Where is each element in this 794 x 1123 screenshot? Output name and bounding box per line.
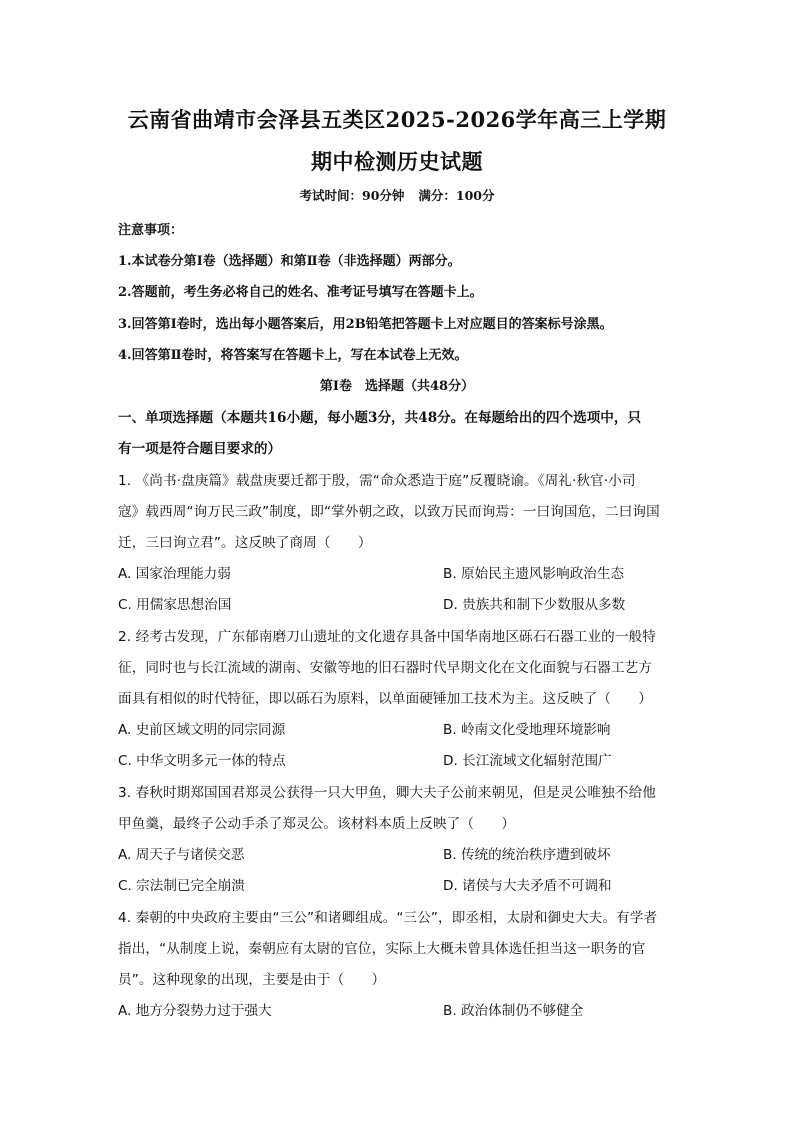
question-3-text: 甲鱼羹，最终子公动手杀了郑灵公。该材料本质上反映了（ ） [118,816,516,832]
question-3-option-d: D. 诸侯与大夫矛盾不可调和 [443,878,612,894]
note-item: 1.本试卷分第Ⅰ卷（选择题）和第Ⅱ卷（非选择题）两部分。 [118,254,461,269]
question-4-text: 指出，“从制度上说，秦朝应有太尉的官位，实际上大概未曾具体选任担当这一职务的官 [118,941,646,957]
question-4-text: 4. 秦朝的中央政府主要由“三公”和诸卿组成。“三公”，即丞相，太尉和御史大夫。有学者 [118,910,658,926]
exam-time: 考试时间：90分钟 [299,188,405,203]
section-instruction: 一、单项选择题（本题共16小题，每小题3分，共48分。在每题给出的四个选项中，只 [118,410,642,426]
question-2-text: 征，同时也与长江流域的湖南、安徽等地的旧石器时代早期文化在文化面貌与石器工艺方 [118,660,653,676]
question-2-option-a: A. 史前区域文明的同宗同源 [118,722,286,738]
full-score: 满分：100分 [418,188,495,203]
question-3-text: 3. 春秋时期郑国国君郑灵公获得一只大甲鱼，卿大夫子公前来朝见，但是灵公唯独不给他 [118,785,656,801]
note-item: 2.答题前，考生务必将自己的姓名、准考证号填写在答题卡上。 [118,285,483,300]
exam-info [0,186,794,204]
question-1-text: 寇》载西周“询万民三政”制度，即“掌外朝之政，以致万民而询焉：一曰询国危，二曰询国 [118,504,660,520]
exam-title-line1: 云南省曲靖市会泽县五类区2025-2026学年高三上学期 [127,107,667,132]
question-4-text: 员”。这种现象的出现，主要是由于（ ） [118,972,386,988]
question-1-text: 1. 《尚书·盘庚篇》载盘庚要迁都于殷，需“命众悉造于庭”反覆晓谕。《周礼·秋官·小司 [118,473,636,489]
question-4-option-b: B. 政治体制仍不够健全 [443,1003,584,1019]
exam-title-line2: 期中检测历史试题 [311,149,483,174]
question-2-option-b: B. 岭南文化受地理环境影响 [443,722,611,738]
note-item: 3.回答第Ⅰ卷时，选出每小题答案后，用2B铅笔把答题卡上对应题目的答案标号涂黑。 [118,317,613,332]
question-2-text: 2. 经考古发现，广东郁南磨刀山遗址的文化遗存具备中国华南地区砾石石器工业的一般特 [118,629,656,645]
question-1-option-d: D. 贵族共和制下少数服从多数 [443,597,626,613]
question-3-option-a: A. 周天子与诸侯交恶 [118,847,245,863]
question-2-option-d: D. 长江流域文化辐射范围广 [443,753,612,769]
section-instruction: 有一项是符合题目要求的） [118,441,282,457]
question-4-option-a: A. 地方分裂势力过于强大 [118,1003,272,1019]
question-1-text: 迁，三曰询立君”。这反映了商周（ ） [118,535,372,551]
question-3-option-c: C. 宗法制已完全崩溃 [118,878,245,894]
section-title: 第Ⅰ卷 选择题（共48分） [319,379,475,394]
note-item: 4.回答第Ⅱ卷时，将答案写在答题卡上，写在本试卷上无效。 [118,348,468,363]
notes-heading: 注意事项： [118,223,184,238]
question-2-text: 面具有相似的时代特征，即以砾石为原料，以单面硬锤加工技术为主。这反映了（ ） [118,691,653,707]
question-2-option-c: C. 中华文明多元一体的特点 [118,753,286,769]
question-1-option-b: B. 原始民主遗风影响政治生态 [443,566,625,582]
question-1-option-c: C. 用儒家思想治国 [118,597,232,613]
question-1-option-a: A. 国家治理能力弱 [118,566,231,582]
question-3-option-b: B. 传统的统治秩序遭到破坏 [443,847,611,863]
